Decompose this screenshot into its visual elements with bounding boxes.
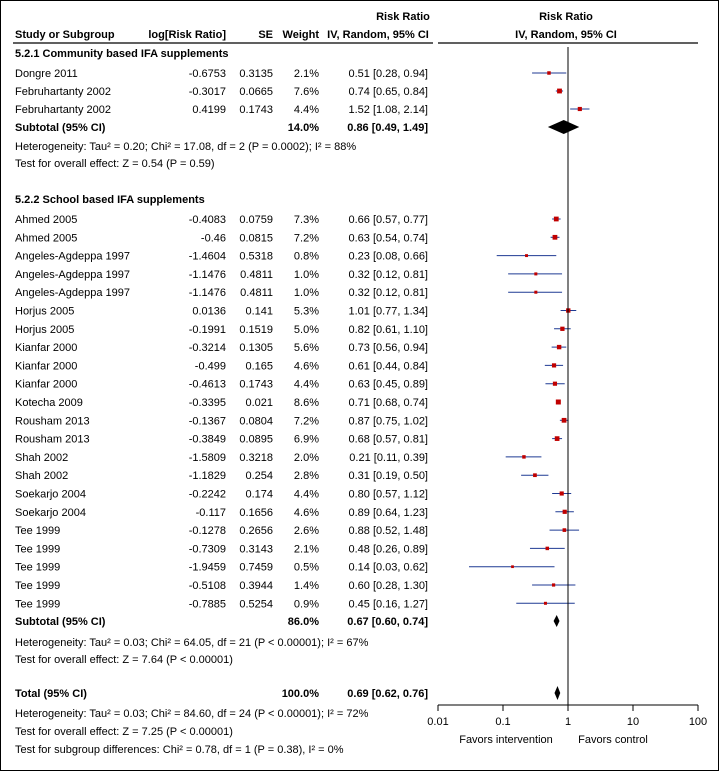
study-ci: 0.82 [0.61, 1.10] <box>348 323 428 336</box>
study-name: Soekarjo 2004 <box>15 488 86 501</box>
study-se: 0.1743 <box>239 378 273 391</box>
study-name: Angeles-Agdeppa 1997 <box>15 268 130 281</box>
study-se: 0.7459 <box>239 561 273 574</box>
study-weight: 5.0% <box>293 323 319 336</box>
study-logrr: -1.1476 <box>188 268 226 281</box>
total-ci: 0.69 [0.62, 0.76] <box>347 688 428 700</box>
study-weight: 0.9% <box>293 598 319 611</box>
study-weight: 8.6% <box>293 397 319 409</box>
effect-square <box>555 436 560 441</box>
study-se: 0.021 <box>245 397 273 409</box>
study-logrr: -1.4604 <box>188 250 226 263</box>
study-logrr: -0.6753 <box>188 68 226 80</box>
study-ci: 0.80 [0.57, 1.12] <box>348 488 428 501</box>
effect-square <box>553 382 557 386</box>
study-se: 0.0895 <box>239 433 273 446</box>
study-ci: 0.23 [0.08, 0.66] <box>348 250 428 263</box>
study-logrr: -0.7309 <box>188 543 226 556</box>
study-se: 0.3143 <box>239 543 273 556</box>
study-logrr: -0.3017 <box>188 86 226 98</box>
study-se: 0.141 <box>245 305 273 318</box>
study-name: Soekarjo 2004 <box>15 506 86 519</box>
study-weight: 7.3% <box>293 214 319 226</box>
x-tick-label: 1 <box>564 716 572 728</box>
study-ci: 1.01 [0.77, 1.34] <box>348 305 428 318</box>
study-ci: 0.73 [0.56, 0.94] <box>348 342 428 355</box>
subgroup-title: 5.2.2 School based IFA supplements <box>15 194 205 206</box>
header-rr-top: Risk Ratio <box>376 11 430 23</box>
heterogeneity-text: Heterogeneity: Tau² = 0.20; Chi² = 17.08, df = 2 (P = 0.0002); I² = 88% <box>15 141 357 153</box>
header-plot-top: Risk Ratio <box>539 11 593 23</box>
study-se: 0.1519 <box>239 323 273 336</box>
effect-square <box>578 107 582 111</box>
study-ci: 0.31 [0.19, 0.50] <box>348 470 428 483</box>
study-weight: 2.1% <box>293 543 319 556</box>
plot-area <box>427 47 707 746</box>
study-ci: 0.63 [0.45, 0.89] <box>348 378 428 391</box>
study-name: Tee 1999 <box>15 543 61 556</box>
study-ci: 0.68 [0.57, 0.81] <box>348 433 428 446</box>
study-weight: 1.0% <box>293 268 319 281</box>
study-name: Shah 2002 <box>15 451 69 464</box>
effect-square <box>560 491 564 495</box>
study-weight: 5.3% <box>293 305 319 318</box>
study-weight: 7.6% <box>293 86 319 98</box>
subtotal-ci: 0.86 [0.49, 1.49] <box>347 122 428 134</box>
overall-effect-text: Test for overall effect: Z = 0.54 (P = 0.59) <box>15 158 215 170</box>
study-ci: 0.51 [0.28, 0.94] <box>348 68 428 80</box>
study-se: 0.3218 <box>239 451 273 464</box>
study-name: Ahmed 2005 <box>15 232 78 245</box>
study-se: 0.0759 <box>239 214 273 226</box>
header-study: Study or Subgroup <box>15 29 115 41</box>
effect-square <box>560 327 564 331</box>
study-weight: 1.4% <box>293 580 319 592</box>
study-logrr: -0.46 <box>200 232 226 245</box>
study-logrr: -1.1476 <box>188 287 226 300</box>
study-weight: 2.8% <box>293 470 319 483</box>
total-label: Total (95% CI) <box>15 688 87 700</box>
study-weight: 2.6% <box>293 525 319 538</box>
header-logrr: log[Risk Ratio] <box>148 29 226 41</box>
study-weight: 4.4% <box>293 488 319 501</box>
subtotal-label: Subtotal (95% CI) <box>15 616 106 628</box>
study-name: Kotecha 2009 <box>15 397 83 409</box>
study-name: Rousham 2013 <box>15 433 90 446</box>
study-ci: 0.48 [0.26, 0.89] <box>348 543 428 556</box>
study-name: Kianfar 2000 <box>15 360 78 373</box>
subgroup-title: 5.2.1 Community based IFA supplements <box>15 48 229 60</box>
study-weight: 7.2% <box>293 232 319 245</box>
study-name: Angeles-Agdeppa 1997 <box>15 287 130 300</box>
study-weight: 7.2% <box>293 415 319 428</box>
study-ci: 0.60 [0.28, 1.30] <box>348 580 428 592</box>
study-logrr: -0.1278 <box>188 525 226 538</box>
forest-plot <box>1 1 718 770</box>
heterogeneity-text: Heterogeneity: Tau² = 0.03; Chi² = 84.60, df = 24 (P < 0.00001); I² = 72% <box>15 708 369 720</box>
study-se: 0.0815 <box>239 232 273 245</box>
study-ci: 0.89 [0.64, 1.23] <box>348 506 428 519</box>
study-name: Angeles-Agdeppa 1997 <box>15 250 130 263</box>
study-name: Dongre 2011 <box>15 68 78 80</box>
subtotal-ci: 0.67 [0.60, 0.74] <box>347 616 428 628</box>
subtotal-diamond <box>554 615 560 627</box>
study-logrr: -0.1367 <box>188 415 226 428</box>
header-weight: Weight <box>282 29 319 41</box>
study-se: 0.0665 <box>239 86 273 98</box>
subtotal-weight: 14.0% <box>287 122 319 134</box>
study-name: Ahmed 2005 <box>15 214 78 226</box>
study-se: 0.174 <box>245 488 273 501</box>
study-name: Horjus 2005 <box>15 323 75 336</box>
study-ci: 0.14 [0.03, 0.62] <box>348 561 428 574</box>
subgroup-differences-text: Test for subgroup differences: Chi² = 0.78, df = 1 (P = 0.38), I² = 0% <box>15 744 344 756</box>
x-tick-label: 10 <box>626 716 640 728</box>
study-ci: 0.45 [0.16, 1.27] <box>348 598 428 611</box>
study-name: Shah 2002 <box>15 470 69 483</box>
study-logrr: -1.9459 <box>188 561 226 574</box>
study-name: Tee 1999 <box>15 580 61 592</box>
heterogeneity-text: Heterogeneity: Tau² = 0.03; Chi² = 64.05, df = 21 (P < 0.00001); I² = 67% <box>15 637 369 649</box>
effect-square <box>553 235 558 240</box>
study-se: 0.5318 <box>239 250 273 263</box>
study-weight: 2.0% <box>293 451 319 464</box>
favors-intervention-label: Favors intervention <box>459 734 553 746</box>
study-logrr: -1.5809 <box>188 451 226 464</box>
study-logrr: -0.499 <box>194 360 226 373</box>
study-weight: 0.5% <box>293 561 319 574</box>
effect-square <box>511 565 514 568</box>
x-tick-label: 0.01 <box>427 716 449 728</box>
effect-square <box>544 602 547 605</box>
effect-square <box>547 71 550 74</box>
effect-square <box>522 455 525 458</box>
study-weight: 2.1% <box>293 68 319 80</box>
total-diamond <box>555 686 561 700</box>
effect-square <box>533 473 537 477</box>
study-ci: 0.32 [0.12, 0.81] <box>348 268 428 281</box>
study-se: 0.165 <box>245 360 273 373</box>
overall-effect-text: Test for overall effect: Z = 7.25 (P < 0.00001) <box>15 726 233 738</box>
x-tick-label: 100 <box>688 716 708 728</box>
study-ci: 0.71 [0.68, 0.74] <box>348 397 428 409</box>
study-se: 0.2656 <box>239 525 273 538</box>
total-weight: 100.0% <box>281 688 319 700</box>
study-se: 0.1743 <box>239 104 273 116</box>
study-ci: 0.66 [0.57, 0.77] <box>348 214 428 226</box>
study-weight: 5.6% <box>293 342 319 355</box>
header-plot-sub: IV, Random, 95% CI <box>515 29 617 41</box>
study-se: 0.0804 <box>239 415 273 428</box>
study-se: 0.4811 <box>240 268 273 281</box>
table-header <box>13 11 698 43</box>
effect-square <box>552 583 555 586</box>
subtotal-diamond <box>548 120 579 134</box>
study-weight: 0.8% <box>293 250 319 263</box>
effect-square <box>562 418 567 423</box>
study-logrr: -0.5108 <box>188 580 226 592</box>
study-logrr: -0.4083 <box>188 214 226 226</box>
study-weight: 4.6% <box>293 506 319 519</box>
favors-control-label: Favors control <box>578 734 648 746</box>
effect-square <box>534 272 537 275</box>
study-logrr: -0.3214 <box>188 342 226 355</box>
study-se: 0.3944 <box>239 580 273 592</box>
study-logrr: -0.2242 <box>188 488 226 501</box>
effect-square <box>563 510 567 514</box>
study-weight: 6.9% <box>293 433 319 446</box>
study-logrr: -0.3395 <box>188 397 226 409</box>
study-logrr: 0.0136 <box>192 305 226 318</box>
header-se: SE <box>258 29 273 41</box>
study-ci: 0.88 [0.52, 1.48] <box>348 525 428 538</box>
effect-square <box>546 547 549 550</box>
effect-square <box>563 528 567 532</box>
study-logrr: -0.117 <box>195 506 226 519</box>
study-logrr: -0.1991 <box>188 323 226 336</box>
study-name: Februhartanty 2002 <box>15 86 112 98</box>
study-logrr: 0.4199 <box>192 104 226 116</box>
study-ci: 0.21 [0.11, 0.39] <box>349 451 428 464</box>
study-ci: 0.61 [0.44, 0.84] <box>348 360 428 373</box>
study-logrr: -0.3849 <box>188 433 226 446</box>
study-se: 0.1656 <box>239 506 273 519</box>
study-logrr: -1.1829 <box>188 470 226 483</box>
header-rr-sub: IV, Random, 95% CI <box>327 29 429 41</box>
study-se: 0.3135 <box>239 68 273 80</box>
overall-effect-text: Test for overall effect: Z = 7.64 (P < 0.00001) <box>15 654 233 666</box>
effect-square <box>552 363 556 367</box>
effect-square <box>534 291 537 294</box>
study-weight: 1.0% <box>293 287 319 300</box>
study-weight: 4.6% <box>293 360 319 373</box>
x-tick-label: 0.1 <box>495 716 511 728</box>
study-ci: 0.63 [0.54, 0.74] <box>348 232 428 245</box>
study-logrr: -0.7885 <box>188 598 226 611</box>
effect-square <box>556 400 561 405</box>
study-name: Tee 1999 <box>15 561 61 574</box>
study-name: Kianfar 2000 <box>15 342 78 355</box>
subtotal-weight: 86.0% <box>287 616 319 628</box>
study-name: Tee 1999 <box>15 598 61 611</box>
study-name: Rousham 2013 <box>15 415 90 428</box>
table-rows <box>15 48 428 756</box>
study-weight: 4.4% <box>293 378 319 391</box>
study-se: 0.4811 <box>240 287 273 300</box>
study-logrr: -0.4613 <box>188 378 226 391</box>
study-name: Tee 1999 <box>15 525 61 538</box>
study-se: 0.254 <box>245 470 273 483</box>
study-weight: 4.4% <box>293 104 319 116</box>
effect-square <box>557 345 561 349</box>
effect-square <box>525 254 528 257</box>
study-ci: 0.74 [0.65, 0.84] <box>348 86 428 98</box>
study-ci: 0.32 [0.12, 0.81] <box>348 287 428 300</box>
study-se: 0.5254 <box>239 598 273 611</box>
study-name: Februhartanty 2002 <box>15 104 112 116</box>
study-name: Kianfar 2000 <box>15 378 78 391</box>
effect-square <box>554 217 559 222</box>
effect-square <box>557 89 562 94</box>
study-ci: 1.52 [1.08, 2.14] <box>348 104 428 116</box>
subtotal-label: Subtotal (95% CI) <box>15 122 106 134</box>
study-ci: 0.87 [0.75, 1.02] <box>348 415 428 428</box>
study-name: Horjus 2005 <box>15 305 75 318</box>
study-se: 0.1305 <box>239 342 273 355</box>
